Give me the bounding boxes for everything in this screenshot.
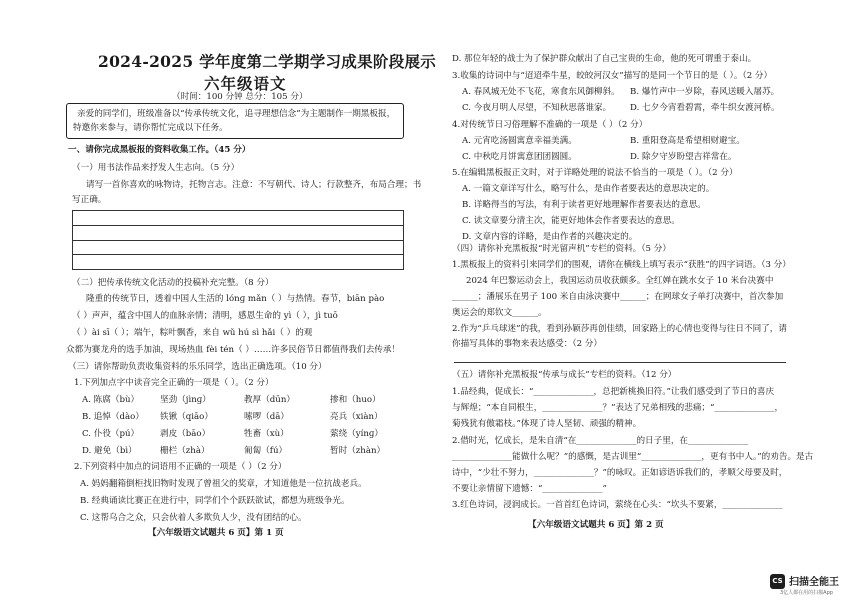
- notice-line-1: 亲爱的同学们，班级准备以“传承传统文化，追寻理想信念”为主题制作一期黑板报，: [77, 109, 396, 119]
- q1-option-c-1[interactable]: C. 仆役（pú）: [82, 429, 140, 439]
- q2-option-a[interactable]: A. 妈妈翻箱倒柜找旧物时发现了曾祖父的奖章，才知道他是一位抗战老兵。: [80, 479, 367, 489]
- q1-option-d-3: 匍匐（fú）: [244, 446, 288, 456]
- part-4-q1-text-3[interactable]: 奥运会的郑钦文______。: [452, 308, 547, 318]
- exam-title: 2024-2025 学年度第二学期学习成果阶段展示: [98, 52, 437, 71]
- notice-line-2: 特邀你来参与，请你帮忙完成以下任务。: [73, 123, 228, 133]
- pinyin-line-3: （ ）ài sī（ ）；端午，粽叶飘香，来自 wǔ hú sì hǎi（ ）的观: [72, 328, 313, 338]
- camscanner-logo-icon: CS: [770, 574, 785, 589]
- page-footer-2: 【六年级语文试题共 6 页】第 2 页: [528, 520, 664, 530]
- q2-option-c[interactable]: C. 这帮乌合之众，只会伙着人多欺负人少，没有团结的心。: [80, 513, 307, 523]
- q1-option-c-2: 剥皮（bāo）: [160, 429, 211, 439]
- q1-option-b-3: 嗦啰（dā）: [244, 412, 289, 422]
- q1-option-d-2: 栅栏（zhà）: [160, 446, 210, 456]
- question-1: 1.下列加点字中读音完全正确的一项是（ ）。（2 分）: [74, 378, 274, 388]
- q5-option-d[interactable]: D. 文章内容的详略，是由作者的兴趣决定的。: [462, 232, 638, 242]
- pinyin-line-4: 众都为赛龙舟的选手加油，现场热血 fèi tén（ ）……许多民俗节日都值得我们去传承！: [66, 345, 401, 355]
- part-1-heading: （一）用书法作品来抒发人生志向。（5 分）: [72, 163, 240, 173]
- q3-option-b[interactable]: B. 爆竹声中一岁除，春风送暖入屠苏。: [630, 87, 780, 97]
- part-5-q2-line-1[interactable]: 2.借时光，忆成长，是朱自清“在______________的日子里，在______________: [452, 436, 749, 446]
- part-4-q1-text-1: 2024 年巴黎运动会上，我国运动员收获颇多。全红婵在跳水女子 10 米台决赛中: [466, 276, 774, 286]
- q1-option-a-4: 掺和（huo）: [330, 395, 381, 405]
- part-1-instruction-cont: 写正确。: [72, 195, 107, 205]
- section-1-heading: 一、请你完成黑板报的资料收集工作。（45 分）: [68, 145, 251, 155]
- q2-option-b[interactable]: B. 经典诵读比赛正在进行中，同学们个个跃跃欲试，都想为班级争光。: [80, 496, 350, 506]
- part-5-q1-line-3: 菊残犹有傲霜枝。”体现了诗人坚韧、顽强的精神。: [452, 419, 642, 429]
- q1-option-a-3: 教厚（dūn）: [244, 395, 295, 405]
- part-4-q1: 1.黑板报上的资料引来同学们的围观，请你在横线上填写表示“获胜”的四字词语。（3 分）: [452, 260, 791, 270]
- part-4-q2: 2.作为“乒乓球迷”的我，看到孙颖莎再创佳绩，回家路上的心情也变得与往日不同了，请: [452, 324, 787, 334]
- exam-meta: （时间：100 分钟 总分：105 分）: [172, 92, 308, 102]
- q4-option-b[interactable]: B. 重阳登高是希望相财避宝。: [630, 136, 745, 146]
- part-4-q2-answer-line[interactable]: [454, 362, 786, 363]
- question-3: 3.收集的诗词中与“迢迢牵牛星，皎皎河汉女”描写的是同一个节日的是（ ）。（2 分）: [452, 71, 773, 81]
- part-5-q2-line-4[interactable]: 不要让亲情留下遗憾：“______________”: [452, 484, 607, 494]
- q2-option-d[interactable]: D. 那位年轻的战士为了保护群众献出了自己宝贵的生命，他的死可谓重于泰山。: [452, 54, 757, 64]
- q5-option-b[interactable]: B. 详略得当的写法，有利于读者更好地理解作者要表达的意思。: [462, 200, 706, 210]
- page-footer-1: 【六年级语文试题共 6 页】第 1 页: [148, 528, 284, 538]
- q1-option-d-4: 暂时（zhàn）: [330, 446, 386, 456]
- q4-option-d[interactable]: D. 除夕守岁盼望吉祥常在。: [630, 152, 737, 162]
- part-1-instruction: 请写一首你喜欢的咏物诗，托物言志。注意：不写朝代、诗人；行款整齐，布局合理；书: [86, 180, 422, 190]
- q1-option-a-2: 坚劲（jìnɡ）: [160, 395, 211, 405]
- part-5-q2-line-3[interactable]: 诗中，“少壮不努力，______________？”的咏叹。正如谚语诉我们的，孝顺父母要及时，: [452, 468, 788, 478]
- part-5-q2-line-2[interactable]: ______________能做什么呢？”的感慨，是古训里“______________，更有书中人。”的劝告。是古: [452, 452, 814, 462]
- q4-option-c[interactable]: C. 中秋吃月饼寓意团团圆圆。: [462, 152, 577, 162]
- part-3-heading: （三）请你帮助负责收集资料的乐乐同学，选出正确选项。（10 分）: [68, 362, 327, 372]
- q1-option-a-1[interactable]: A. 陈腐（bù）: [82, 395, 140, 405]
- calligraphy-writing-box[interactable]: [72, 210, 404, 270]
- scanner-brand-name: 扫描全能王: [789, 577, 839, 588]
- pinyin-line-1: 隆重的传统节日，透着中国人生活的 lónɡ mǎn（ ）与热情。春节，biān pào: [86, 294, 385, 304]
- q3-option-a[interactable]: A. 春风城无处不飞花，寒食东风御柳斜。: [462, 87, 620, 97]
- pinyin-line-2: （ ）声声，蕴含中国人的血脉亲情；清明，感恩生命的 yì（ ），jì tuō: [72, 311, 338, 321]
- part-2-heading: （二）把传承传统文化活动的投稿补充完整。（8 分）: [72, 278, 274, 288]
- q5-option-a[interactable]: A. 一篇文章详写什么，略写什么，是由作者要表达的意思决定的。: [462, 184, 715, 194]
- q3-option-d[interactable]: D. 七夕今宵看碧霄，牵牛织女渡河桥。: [630, 103, 780, 113]
- q1-option-c-4: 萦绕（yínɡ）: [330, 429, 384, 439]
- q1-option-b-2: 铁锹（qiāo）: [160, 412, 213, 422]
- q5-option-c[interactable]: C. 读文章要分清主次，能更好地体会作者要表达的意思。: [462, 216, 680, 226]
- q4-option-a[interactable]: A. 元宵吃汤圆寓意幸福美满。: [462, 136, 577, 146]
- part-4-q2-cont: 你描写具体的事物来表达感受：（2 分）: [452, 339, 602, 349]
- q1-option-b-4: 亮兵（xiàn）: [330, 412, 383, 422]
- part-5-heading: （五）请你补充黑板报“传承与成长”专栏的资料。（12 分）: [452, 370, 677, 380]
- question-5: 5.在编辑黑板报正文时，对于详略处理的说法不恰当的一项是（ ）。（2 分）: [452, 168, 738, 178]
- notice-box: [66, 103, 404, 139]
- part-5-q3[interactable]: 3.红色诗词，浸润成长。一首首红色诗词，萦绕在心头：“坎头不要紧，______________: [452, 500, 783, 510]
- q3-option-c[interactable]: C. 今夜月明人尽望，不知秋思落谁家。: [462, 103, 612, 113]
- exam-subtitle: 六年级语文: [204, 74, 287, 93]
- q1-option-d-1[interactable]: D. 避免（bì）: [82, 446, 137, 456]
- q1-option-c-3: 牲畜（xù）: [244, 429, 289, 439]
- question-2: 2.下列资料中加点的词语用不正确的一项是（ ）（2 分）: [74, 462, 287, 472]
- part-5-q1-line-1[interactable]: 1.品经典，促成长：“______________，总把新桃换旧符。”让我们感受到了节日的喜庆: [452, 387, 775, 397]
- part-4-heading: （四）请你补充黑板报“时光留声机”专栏的资料。（5 分）: [452, 244, 671, 254]
- q1-option-b-1[interactable]: B. 追悼（dào）: [82, 412, 144, 422]
- part-5-q1-line-2[interactable]: 与辉煌；“本自同根生，______________？”表达了兄弟相残的悲痛；“______________，: [452, 403, 784, 413]
- part-4-q1-text-2[interactable]: ______；潘展乐在男子 100 米自由泳决赛中______；在网球女子单打决赛中，首次参加: [452, 292, 784, 302]
- scanner-brand-tagline: 3亿人都在用的扫描App: [780, 590, 833, 596]
- question-4: 4.对传统节日习俗理解不准确的一项是（ ）（2 分）: [452, 120, 648, 130]
